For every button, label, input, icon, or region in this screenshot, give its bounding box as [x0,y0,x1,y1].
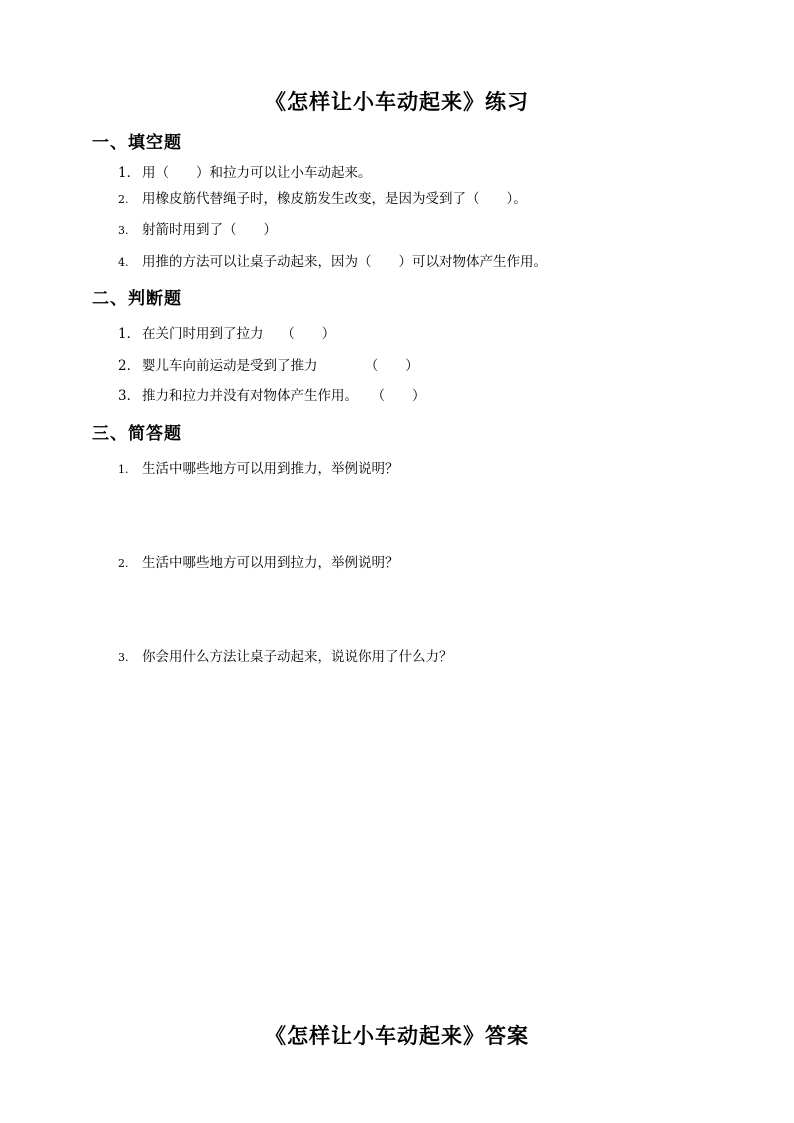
question-text: 用橡皮筋代替绳子时，橡皮筋发生改变，是因为受到了（ ）。 [142,191,527,207]
question-text: 婴儿车向前运动是受到了推力 （ ） [142,358,419,374]
question-item [118,161,372,181]
question-item [118,322,335,342]
answer-title: 《怎样让小车动起来》答案 [265,1023,529,1048]
question-text: 用（ ）和拉力可以让小车动起来。 [142,165,372,181]
question-number: 2. [118,193,129,206]
page-title: 《怎样让小车动起来》练习 [265,89,529,114]
question-number: 2． [118,358,141,374]
question-number: 1． [118,165,141,181]
section-heading-true-false: 二、判断题 [92,289,182,309]
question-text: 在关门时用到了拉力 （ ） [142,326,336,342]
section-heading-fill-blank: 一、填空题 [92,133,182,153]
question-text: 用推的方法可以让桌子动起来，因为（ ）可以对物体产生作用。 [142,254,547,270]
question-item [118,645,453,665]
question-number: 1. [118,463,129,476]
question-text: 你会用什么方法让桌子动起来，说说你用了什么力？ [142,649,453,665]
question-number: 3. [118,224,129,237]
question-number: 2. [118,557,129,570]
question-text: 生活中哪些地方可以用到拉力，举例说明？ [142,555,399,571]
question-item [118,384,426,404]
question-item [118,187,527,207]
question-item [118,457,399,477]
question-number: 3. [118,651,129,664]
question-text: 生活中哪些地方可以用到推力，举例说明？ [142,461,399,477]
question-item [118,354,419,374]
question-text: 推力和拉力并没有对物体产生作用。 （ ） [142,388,426,404]
question-item [118,551,399,571]
question-text: 射箭时用到了（ ） [142,222,277,238]
question-number: 3． [118,388,141,404]
question-item [118,218,277,238]
question-item [118,250,547,270]
question-number: 4. [118,256,129,269]
question-number: 1． [118,326,141,342]
section-heading-short-answer: 三、简答题 [92,424,182,444]
